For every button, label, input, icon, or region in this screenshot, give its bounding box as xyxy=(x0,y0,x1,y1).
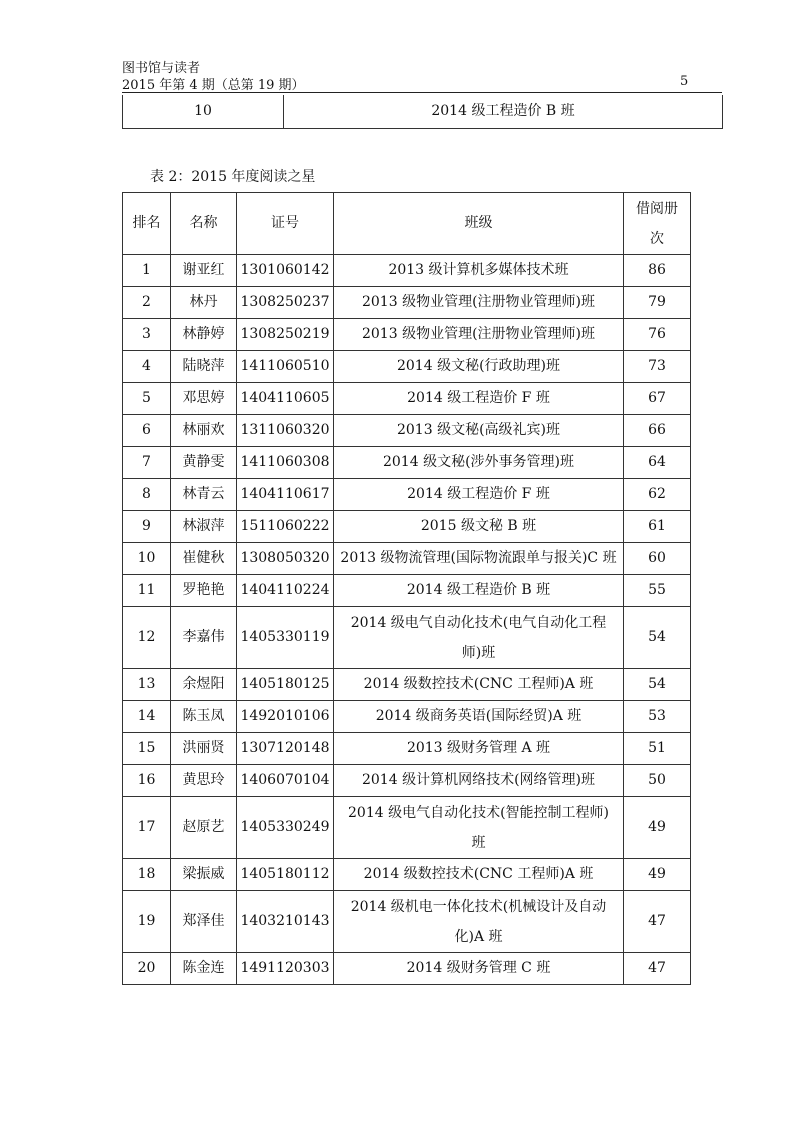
rank-cell: 16 xyxy=(123,765,171,797)
table-row xyxy=(123,351,691,383)
rank-cell: 18 xyxy=(123,859,171,891)
name-cell: 郑泽佳 xyxy=(171,891,237,953)
table-row xyxy=(123,287,691,319)
rank-cell: 9 xyxy=(123,511,171,543)
count-cell: 79 xyxy=(624,287,691,319)
id-cell: 1405180125 xyxy=(237,669,334,701)
table-row xyxy=(123,669,691,701)
name-cell: 赵原艺 xyxy=(171,797,237,859)
id-cell: 1405180112 xyxy=(237,859,334,891)
table-row xyxy=(123,575,691,607)
class-cell: 2014 级数控技术(CNC 工程师)A 班 xyxy=(334,859,624,891)
table-row xyxy=(123,415,691,447)
table-row xyxy=(123,479,691,511)
name-cell: 林淑萍 xyxy=(171,511,237,543)
count-cell: 49 xyxy=(624,797,691,859)
name-cell: 林丹 xyxy=(171,287,237,319)
name-cell: 邓思婷 xyxy=(171,383,237,415)
class-cell: 2014 级数控技术(CNC 工程师)A 班 xyxy=(334,669,624,701)
table-row xyxy=(123,511,691,543)
rank-cell: 5 xyxy=(123,383,171,415)
class-cell: 2013 级文秘(高级礼宾)班 xyxy=(334,415,624,447)
id-cell: 1406070104 xyxy=(237,765,334,797)
name-cell: 黄思玲 xyxy=(171,765,237,797)
class-cell: 2014 级商务英语(国际经贸)A 班 xyxy=(334,701,624,733)
class-cell: 2014 级计算机网络技术(网络管理)班 xyxy=(334,765,624,797)
count-cell: 67 xyxy=(624,383,691,415)
name-cell: 李嘉伟 xyxy=(171,607,237,669)
header-rule xyxy=(122,92,722,93)
id-cell: 1308250219 xyxy=(237,319,334,351)
table-body xyxy=(123,255,691,985)
count-cell: 47 xyxy=(624,891,691,953)
rank-cell: 6 xyxy=(123,415,171,447)
continued-table xyxy=(122,95,723,129)
name-cell: 陆晓萍 xyxy=(171,351,237,383)
table-row xyxy=(123,383,691,415)
id-cell: 1405330249 xyxy=(237,797,334,859)
table-row xyxy=(123,859,691,891)
table-row xyxy=(123,765,691,797)
id-cell: 1411060510 xyxy=(237,351,334,383)
class-cell: 2014 级文秘(行政助理)班 xyxy=(334,351,624,383)
count-cell: 49 xyxy=(624,859,691,891)
count-cell: 50 xyxy=(624,765,691,797)
table-row xyxy=(123,797,691,859)
name-cell: 陈玉凤 xyxy=(171,701,237,733)
id-cell: 1403210143 xyxy=(237,891,334,953)
class-cell: 2013 级计算机多媒体技术班 xyxy=(334,255,624,287)
table-row xyxy=(123,953,691,985)
issue-info: 2015 年第 4 期（总第 19 期） xyxy=(122,78,305,93)
name-cell: 谢亚红 xyxy=(171,255,237,287)
class-cell: 2013 级财务管理 A 班 xyxy=(334,733,624,765)
rank-cell: 3 xyxy=(123,319,171,351)
rank-cell: 14 xyxy=(123,701,171,733)
class-cell: 2014 级工程造价 F 班 xyxy=(334,383,624,415)
id-cell: 1404110605 xyxy=(237,383,334,415)
column-header: 借阅册次 xyxy=(624,193,691,255)
count-cell: 64 xyxy=(624,447,691,479)
name-cell: 林青云 xyxy=(171,479,237,511)
count-cell: 55 xyxy=(624,575,691,607)
name-cell: 林静婷 xyxy=(171,319,237,351)
count-cell: 73 xyxy=(624,351,691,383)
rank-cell: 4 xyxy=(123,351,171,383)
rank-cell: 13 xyxy=(123,669,171,701)
count-cell: 47 xyxy=(624,953,691,985)
rank-cell: 1 xyxy=(123,255,171,287)
count-cell: 54 xyxy=(624,607,691,669)
table-row xyxy=(123,95,723,129)
page-number: 5 xyxy=(680,74,689,89)
rank-cell: 17 xyxy=(123,797,171,859)
id-cell: 1404110224 xyxy=(237,575,334,607)
column-header: 班级 xyxy=(334,193,624,255)
name-cell: 林丽欢 xyxy=(171,415,237,447)
id-cell: 1308050320 xyxy=(237,543,334,575)
id-cell: 1301060142 xyxy=(237,255,334,287)
table-row xyxy=(123,891,691,953)
column-header: 排名 xyxy=(123,193,171,255)
count-cell: 61 xyxy=(624,511,691,543)
column-header: 证号 xyxy=(237,193,334,255)
column-header: 名称 xyxy=(171,193,237,255)
table-row xyxy=(123,255,691,287)
rank-cell: 11 xyxy=(123,575,171,607)
count-cell: 53 xyxy=(624,701,691,733)
class-cell: 2013 级物业管理(注册物业管理师)班 xyxy=(334,319,624,351)
id-cell: 1311060320 xyxy=(237,415,334,447)
class-cell: 2014 级工程造价 F 班 xyxy=(334,479,624,511)
name-cell: 陈金连 xyxy=(171,953,237,985)
name-cell: 洪丽贤 xyxy=(171,733,237,765)
count-cell: 86 xyxy=(624,255,691,287)
rank-cell: 2 xyxy=(123,287,171,319)
table-caption: 表 2：2015 年度阅读之星 xyxy=(150,169,316,185)
name-cell: 崔健秋 xyxy=(171,543,237,575)
rank-cell: 10 xyxy=(123,543,171,575)
count-cell: 54 xyxy=(624,669,691,701)
journal-title: 图书馆与读者 xyxy=(122,61,201,76)
rank-cell: 7 xyxy=(123,447,171,479)
id-cell: 1492010106 xyxy=(237,701,334,733)
table-row xyxy=(123,543,691,575)
reading-stars-table xyxy=(122,192,691,985)
class-cell: 2014 级电气自动化技术(电气自动化工程师)班 xyxy=(334,607,624,669)
class-cell: 2014 级文秘(涉外事务管理)班 xyxy=(334,447,624,479)
table-header-row xyxy=(123,193,691,255)
rank-cell: 20 xyxy=(123,953,171,985)
class-cell: 2014 级工程造价 B 班 xyxy=(334,575,624,607)
id-cell: 1411060308 xyxy=(237,447,334,479)
count-cell: 62 xyxy=(624,479,691,511)
id-cell: 1511060222 xyxy=(237,511,334,543)
rank-cell: 19 xyxy=(123,891,171,953)
table-row xyxy=(123,447,691,479)
id-cell: 1308250237 xyxy=(237,287,334,319)
name-cell: 余煜阳 xyxy=(171,669,237,701)
table-row xyxy=(123,733,691,765)
class-cell: 2013 级物业管理(注册物业管理师)班 xyxy=(334,287,624,319)
class-cell: 2014 级电气自动化技术(智能控制工程师)班 xyxy=(334,797,624,859)
rank-cell: 15 xyxy=(123,733,171,765)
name-cell: 黄静雯 xyxy=(171,447,237,479)
class-cell: 2014 级机电一体化技术(机械设计及自动化)A 班 xyxy=(334,891,624,953)
class-cell: 2015 级文秘 B 班 xyxy=(334,511,624,543)
count-cell: 66 xyxy=(624,415,691,447)
name-cell: 梁振威 xyxy=(171,859,237,891)
rank-cell: 8 xyxy=(123,479,171,511)
id-cell: 1404110617 xyxy=(237,479,334,511)
count-cell: 51 xyxy=(624,733,691,765)
id-cell: 1307120148 xyxy=(237,733,334,765)
table-row xyxy=(123,319,691,351)
id-cell: 1405330119 xyxy=(237,607,334,669)
count-cell: 76 xyxy=(624,319,691,351)
name-cell: 罗艳艳 xyxy=(171,575,237,607)
table-row xyxy=(123,701,691,733)
rank-cell: 12 xyxy=(123,607,171,669)
class-cell: 2014 级工程造价 B 班 xyxy=(284,95,723,129)
rank-cell: 10 xyxy=(123,95,284,129)
table-row xyxy=(123,607,691,669)
count-cell: 60 xyxy=(624,543,691,575)
class-cell: 2014 级财务管理 C 班 xyxy=(334,953,624,985)
id-cell: 1491120303 xyxy=(237,953,334,985)
class-cell: 2013 级物流管理(国际物流跟单与报关)C 班 xyxy=(334,543,624,575)
